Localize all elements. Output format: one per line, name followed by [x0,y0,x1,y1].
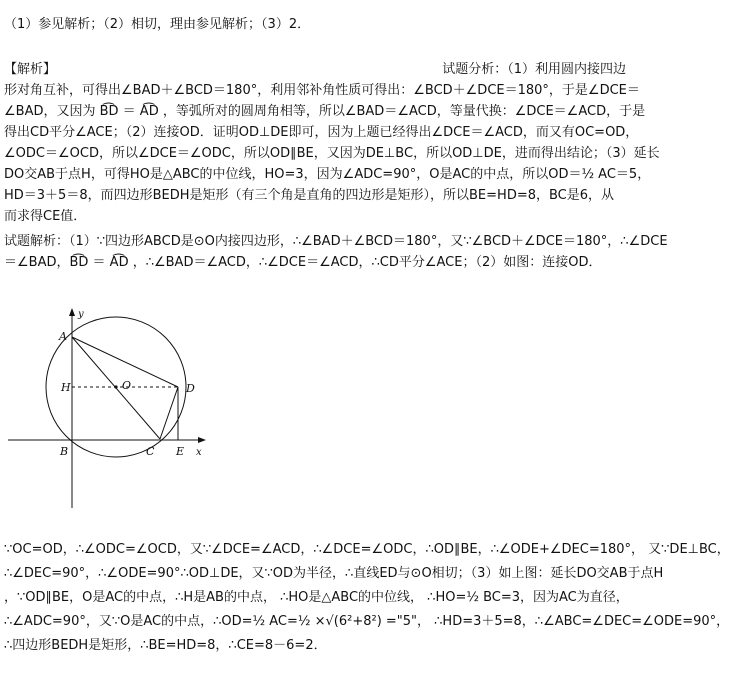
label-o: O [122,379,132,392]
label-a: A [59,330,67,343]
analysis-tag: 【解析】 [4,62,57,77]
label-b: B [60,445,69,458]
analysis-line: 得出CD平分∠ACE；（2）连接OD．证明OD⊥DE即可，因为上题已经得出∠DCE＝∠ACD，而又有OC=OD， [4,125,639,140]
x-axis-arrow [198,437,206,443]
geometry-figure [0,300,230,515]
solution-line: ∴四边形BEDH是矩形，∴BE=HD=8，∴CE=8－6=2． [4,638,327,653]
analysis-line: ∠ODC＝∠OCD，所以∠DCE＝∠ODC，所以OD∥BE，又因为DE⊥BC，所以OD⊥DE，进而得出结论；（3）延长 [4,146,660,161]
solution-line: ∴∠DEC=90°，∴∠ODE=90°∴OD⊥DE，又∵OD为半径，∴直线ED与⊙O相切；（3）如上图：延长DO交AB于点H [4,566,664,581]
solution-line: ，∵OD∥BE，O是AC的中点，∴H是AB的中点， ∴HO是△ABC的中位线， ∴HO=½ BC=3，因为AC为直径， [4,590,629,605]
y-axis-arrow [69,308,75,316]
segment-dc [160,387,178,439]
center-point-o [114,385,117,388]
label-y: y [78,309,84,320]
label-e: E [176,445,185,458]
solution-section [4,231,668,273]
answer-summary [4,14,626,35]
analysis-line: HD＝3＋5＝8，而四边形BEDH是矩形（有三个角是直角的四边形是矩形），所以BE=HD=8，BC是6，从 [4,188,615,203]
solution-line: ∴∠ADC=90°，又∵O是AC的中点，∴OD=½ AC=½ ×√(6²+8²) ="5"， ∴HD=3＋5=8，∴∠ABC=∠DEC=∠ODE=90°， [4,614,730,629]
label-x: x [196,447,202,458]
label-h: H [61,381,71,394]
analysis-line: ∠BAD，又因为 B͡D ＝ A͡D ，等弧所对的圆周角相等，所以∠BAD＝∠ACD，等量代换：∠DCE＝∠ACD，于是 [4,104,646,119]
analysis-line: 形对角互补，可得出∠BAD＋∠BCD＝180°，利用邻补角性质可得出：∠BCD＋∠DCE＝180°，于是∠DCE＝ [4,83,640,98]
solution-continued [4,538,730,658]
analysis-line: 而求得CE值． [4,209,87,224]
solution-line: ∵OC=OD，∴∠ODC=∠OCD，又∵∠DCE=∠ACD，∴∠DCE=∠ODC，∴OD∥BE，∴∠ODE+∠DEC=180°， 又∵DE⊥BC， [4,542,730,557]
answer-line: （1）参见解析；（2）相切，理由参见解析；（3）2． [4,17,311,32]
label-c: C [146,445,155,458]
analysis-header-line [4,59,626,80]
analysis-lead: 试题分析：（1）利用圆内接四边 [442,62,626,77]
solution-line: 试题解析：（1）∵四边形ABCD是⊙O内接四边形，∴∠BAD＋∠BCD＝180°，又∵∠BCD＋∠DCE＝180°，∴∠DCE [4,234,668,249]
analysis-section [4,59,660,227]
solution-line: ＝∠BAD，B͡D ＝ A͡D ，∴∠BAD＝∠ACD，∴∠DCE＝∠ACD，∴CD平分∠ACE；（2）如图：连接OD． [4,255,602,270]
label-d: D [186,382,195,395]
analysis-line: DO交AB于点H，可得HO是△ABC的中位线，HO=3，因为∠ADC=90°，O是AC的中点，所以OD＝½ AC＝5， [4,167,651,182]
